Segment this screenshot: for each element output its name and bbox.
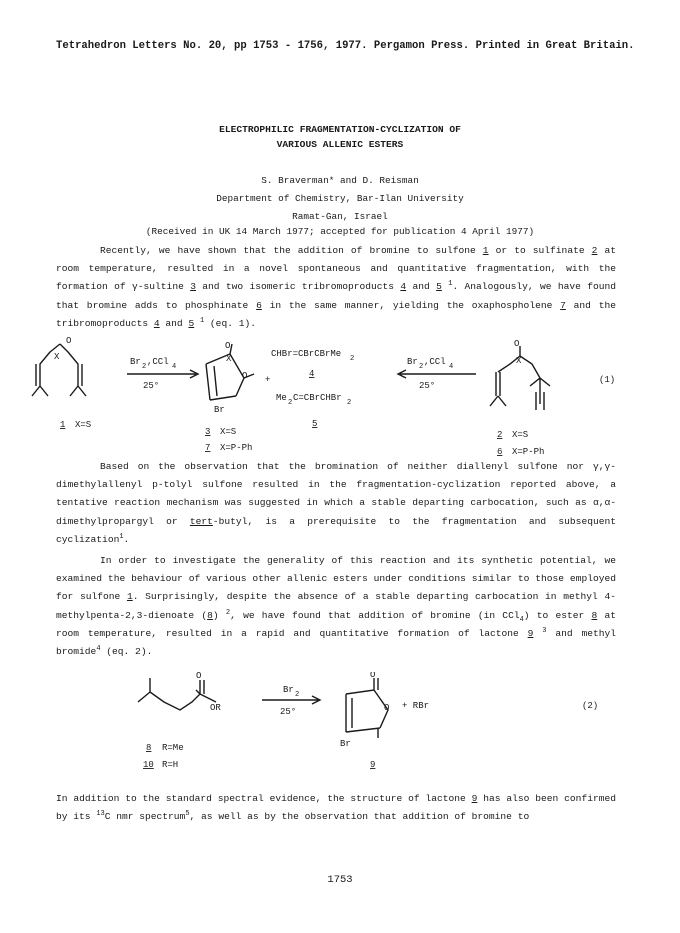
paragraph-1: Recently, we have shown that the addition of bromine to sulfone 1 or to sulfinate 2 at room temperature, resulted in a novel spontaneous and quantitative fragmentation, with the formation of γ-sultine 3 and two isomeric tribromoproducts 4 and 5 $^1$. Analogously, we have found that bromine adds to phosphinate 6 in the same manner, yielding the oxaphospholene 7 and the tribromoproducts 4 and 5 $^1$ (eq. 1).	[56, 245, 616, 329]
atom-label: X	[226, 354, 232, 364]
temperature: 25°	[280, 707, 297, 717]
compound-number: 10	[143, 760, 154, 770]
citation: 3	[542, 626, 547, 635]
citation: 1	[119, 532, 124, 541]
svg-text:2: 2	[419, 363, 424, 371]
affiliation: Department of Chemistry, Bar-Ilan University	[216, 193, 464, 204]
ref-compound: 3	[190, 281, 196, 293]
citation: 1	[448, 280, 453, 289]
atom-label: OR	[210, 703, 221, 713]
compound-label: X=P-Ph	[220, 443, 253, 453]
atom-label: Br	[340, 739, 351, 749]
authors: S. Braverman* and D. Reisman	[261, 175, 419, 186]
atom-label: O	[384, 703, 390, 713]
citation: 2	[225, 608, 231, 617]
compound-number: 1	[60, 420, 66, 430]
compound-label: R=Me	[162, 743, 184, 753]
ref-compound: 1	[126, 591, 133, 603]
compound-number: 9	[370, 760, 376, 770]
svg-text:4: 4	[172, 363, 177, 371]
citation: 5	[185, 810, 190, 819]
temperature: 25°	[419, 381, 436, 391]
paragraph-3: In order to investigate the generality of this reaction and its synthetic potential, we examined the behaviour of various other allenic esters under conditions similar to those employed for sulfone 1. Surprisingly, despite the absence of a stable departing carbocation in methyl 4-methylpenta-2,3-dienoate (8) $^2$, we have found that addition of bromine (in CCl$_4$) to ester 8 at room temperature, resulted in a rapid and quantitative formation of lactone 9 $^3$ and methyl bromide$^4$ (eq. 2).	[56, 555, 617, 658]
compound-number: 6	[497, 447, 503, 457]
compound-number: 3	[205, 427, 211, 437]
scheme-2	[0, 672, 680, 782]
compound-2-structure	[490, 339, 550, 410]
citation: 4	[96, 644, 101, 653]
svg-text:C=CBrCHBr: C=CBrCHBr	[293, 393, 342, 403]
ref-compound: 8	[207, 609, 213, 621]
atom-label: Br	[214, 405, 225, 415]
compound-3-structure	[206, 341, 254, 415]
ref-compound: 8	[591, 609, 598, 621]
ref-compound: 9	[527, 627, 534, 639]
ref-compound: 9	[471, 793, 478, 804]
citation: 1	[199, 316, 205, 325]
atom-label: O	[225, 341, 231, 351]
atom-label: O	[514, 339, 520, 349]
compound-1-structure	[32, 336, 86, 396]
compound-8-structure	[138, 672, 221, 713]
compound-label: R=H	[162, 760, 179, 770]
ref-compound: 5	[188, 317, 195, 329]
svg-text:,CCl: ,CCl	[424, 357, 446, 367]
atom-label: O	[370, 672, 376, 680]
svg-text:2: 2	[350, 355, 355, 363]
scheme-1	[0, 334, 680, 474]
svg-text:4: 4	[449, 363, 454, 371]
svg-text:,CCl: ,CCl	[147, 357, 169, 367]
paragraph-2: Based on the observation that the bromination of neither diallenyl sulfone nor γ,γ-dimethylallenyl p-tolyl sulfone resulted in the fragmentation-cyclization reported above, a tentative reaction mechanism was suggested in which a stable departing carbocation, such as α,α-dimethylpropargyl or tert-butyl, is a prerequisite to the fragmentation and subsequent cyclization$^1$.	[56, 461, 616, 545]
product-4-formula: CHBr=CBrCBrMe	[271, 349, 342, 359]
ref-compound: 7	[560, 299, 566, 311]
article-title-line2: VARIOUS ALLENIC ESTERS	[276, 139, 404, 150]
article-title: ELECTROPHILIC FRAGMENTATION-CYCLIZATION OF	[219, 124, 461, 135]
compound-label: X=S	[75, 420, 92, 430]
atom-label: O	[66, 336, 72, 346]
equation-number: (1)	[599, 375, 616, 385]
compound-label: X=S	[220, 427, 237, 437]
equation-number: (2)	[582, 701, 599, 711]
compound-number: 8	[146, 743, 152, 753]
location: Ramat-Gan, Israel	[292, 211, 388, 222]
svg-text:2: 2	[295, 691, 300, 699]
compound-number: 7	[205, 443, 211, 453]
svg-text:2: 2	[142, 363, 147, 371]
atom-label: X	[516, 356, 522, 366]
paragraph-4: In addition to the standard spectral evidence, the structure of lactone 9 has also been confirmed by its $^{13}$C nmr spectrum$^5$, as well as by the observation that addition of bromine to	[56, 793, 616, 823]
temperature: 25°	[143, 381, 160, 391]
ref-compound: 1	[482, 245, 489, 256]
compound-number: 4	[309, 369, 315, 379]
ref-compound: 4	[400, 281, 407, 293]
product-5-formula: Me	[276, 393, 287, 403]
atom-label: O	[242, 371, 248, 381]
compound-9-structure	[340, 672, 389, 749]
atom-label: X	[54, 352, 60, 362]
compound-number: 2	[497, 430, 503, 440]
plus-sign: +	[265, 375, 271, 385]
ref-compound: 4	[153, 317, 160, 329]
journal-header: Tetrahedron Letters No. 20, pp 1753 - 1756, 1977. Pergamon Press. Printed in Great Britain.	[56, 40, 635, 52]
ref-compound: 2	[591, 245, 598, 256]
compound-number: 5	[312, 419, 318, 429]
svg-text:2: 2	[347, 399, 352, 407]
byproduct: + RBr	[402, 701, 430, 711]
reagent: Br	[407, 357, 418, 367]
svg-text:2: 2	[288, 399, 293, 407]
ref-compound: 5	[436, 281, 442, 293]
compound-label: X=S	[512, 430, 529, 440]
reagent: Br	[130, 357, 141, 367]
atom-label: O	[196, 672, 202, 681]
ref-compound: 6	[256, 299, 262, 311]
reagent: Br	[283, 685, 294, 695]
page-number: 1753	[327, 874, 353, 886]
compound-label: X=P-Ph	[512, 447, 545, 457]
received-note: (Received in UK 14 March 1977; accepted for publication 4 April 1977)	[145, 226, 535, 237]
